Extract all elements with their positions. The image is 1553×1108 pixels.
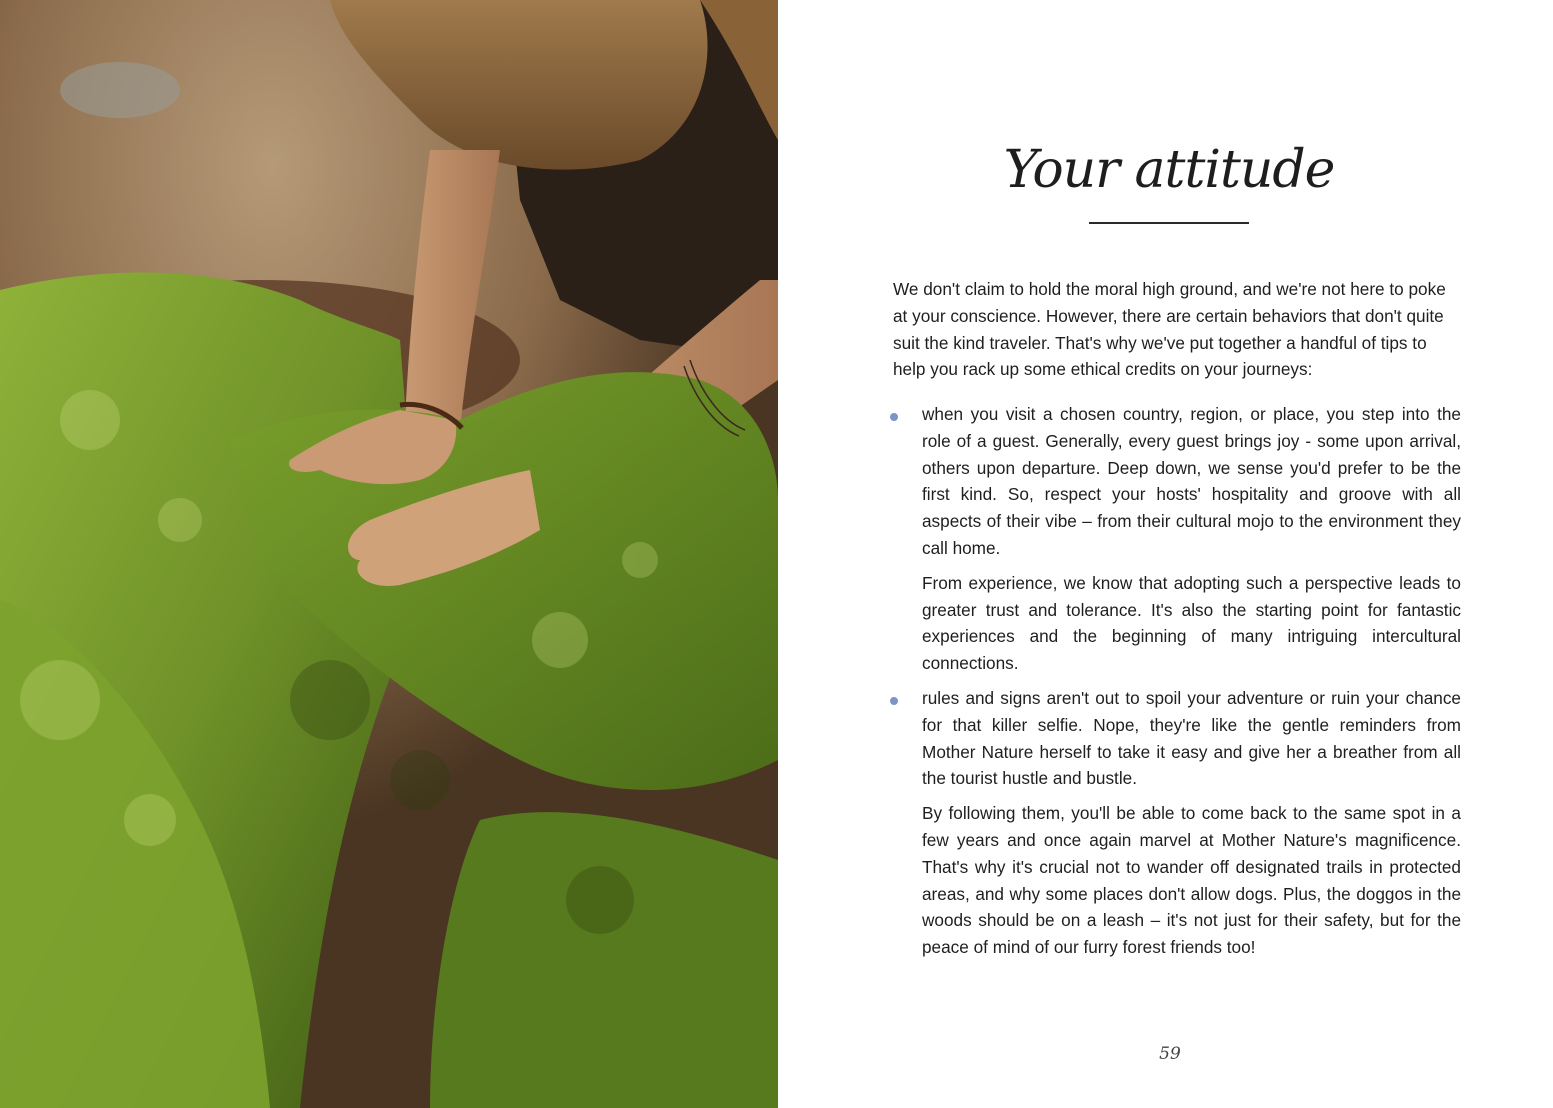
page-number: 59 [1159,1044,1181,1064]
tip-paragraph: From experience, we know that adopting such a perspective leads to greater trust and tolerance. It's also the starting point for fantastic experiences and the beginning of many intriguing intercultural connections. [922,572,1461,674]
tips-list [893,401,1461,969]
bullet-dot-icon [890,413,898,421]
page-title: Your attitude [1003,140,1335,200]
bullet-dot-icon [890,697,898,705]
tip-paragraph: when you visit a chosen country, region, or place, you step into the role of a guest. Generally, every guest brings joy - some upon arrival, others upon departure. Deep down, we sense you'd prefer to be the first kind. So, respect your hosts' hospitality and groove with all aspects of their vibe – from their cultural mojo to the environment they call home. [922,404,1461,558]
tip-paragraph: rules and signs aren't out to spoil your adventure or ruin your chance for that killer selfie. Nope, they're like the gentle reminders from Mother Nature herself to take it easy and give her a breather from all the tourist hustle and bustle. [922,687,1461,789]
text-column [893,0,1461,1108]
tip-item [893,685,1461,961]
tip-item [893,401,1461,677]
title-underline [1089,222,1249,224]
tip-paragraph: By following them, you'll be able to come back to the same spot in a few years and once again marvel at Mother Nature's magnificence. That's why it's crucial not to wander off designated trails in protected areas, and why some places don't allow dogs. Plus, the doggos in the woods should be on a leash – it's not just for their safety, but for the peace of mind of our furry forest friends too! [922,803,1461,958]
intro-paragraph: We don't claim to hold the moral high ground, and we're not here to poke at your conscience. However, there are certain behaviors that don't quite suit the kind traveler. That's why we've put together a handful of tips to help you rack up some ethical credits on your journeys: [893,279,1446,380]
